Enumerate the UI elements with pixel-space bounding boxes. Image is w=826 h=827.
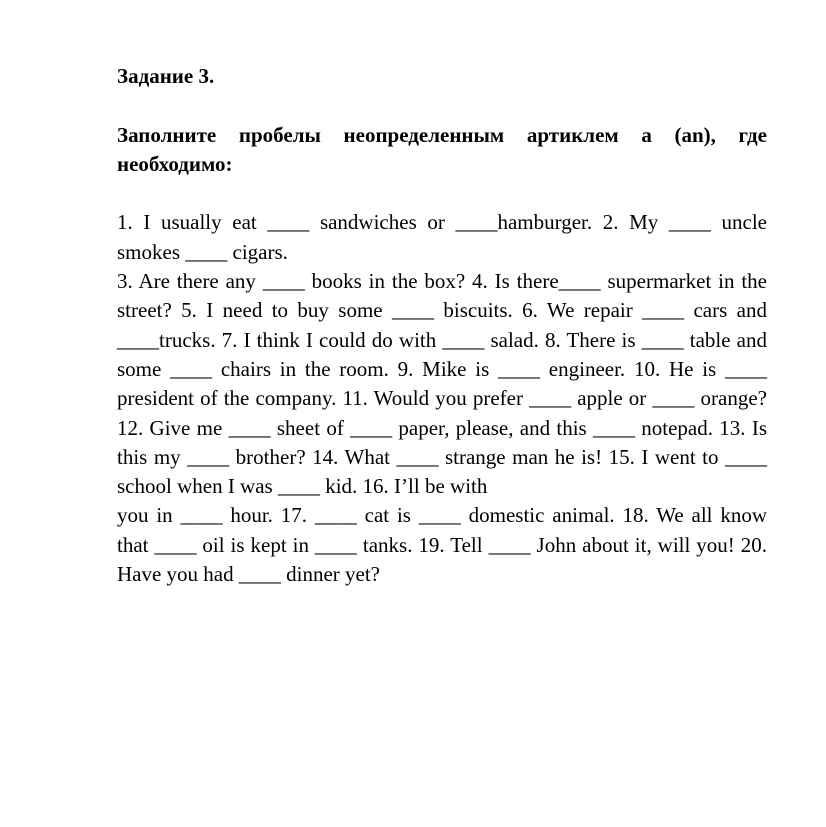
exercise-paragraph-3: you in ____ hour. 17. ____ cat is ____ domestic animal. 18. We all know that ____ oil is kept in ____ tanks. 19. Tell ____ John about it, will you! 20. Have you had ____ dinner yet?: [117, 503, 767, 587]
task-title: Задание 3.: [117, 64, 215, 88]
task-instruction: Заполните пробелы неопределенным артиклем a (an), где необходимо:: [117, 122, 767, 176]
exercise-paragraph-1: 1. I usually eat ____ sandwiches or ____hamburger. 2. My ____ uncle smokes ____ cigars.: [117, 210, 767, 264]
worksheet-page: [117, 62, 767, 589]
exercise-text: [117, 208, 767, 589]
exercise-paragraph-2: 3. Are there any ____ books in the box? 4. Is there____ supermarket in the street? 5. I need to buy some ____ biscuits. 6. We repair ____ cars and ____trucks. 7. I think I could do with ____ salad. 8. There is ____ table and some ____ chairs in the room. 9. Mike is ____ engineer. 10. He is ____ president of the company. 11. Would you prefer ____ apple or ____ orange? 12. Give me ____ sheet of ____ paper, please, and this ____ notepad. 13. Is this my ____ brother? 14. What ____ strange man he is! 15. I went to ____ school when I was ____ kid. 16. I’ll be with: [117, 269, 767, 499]
